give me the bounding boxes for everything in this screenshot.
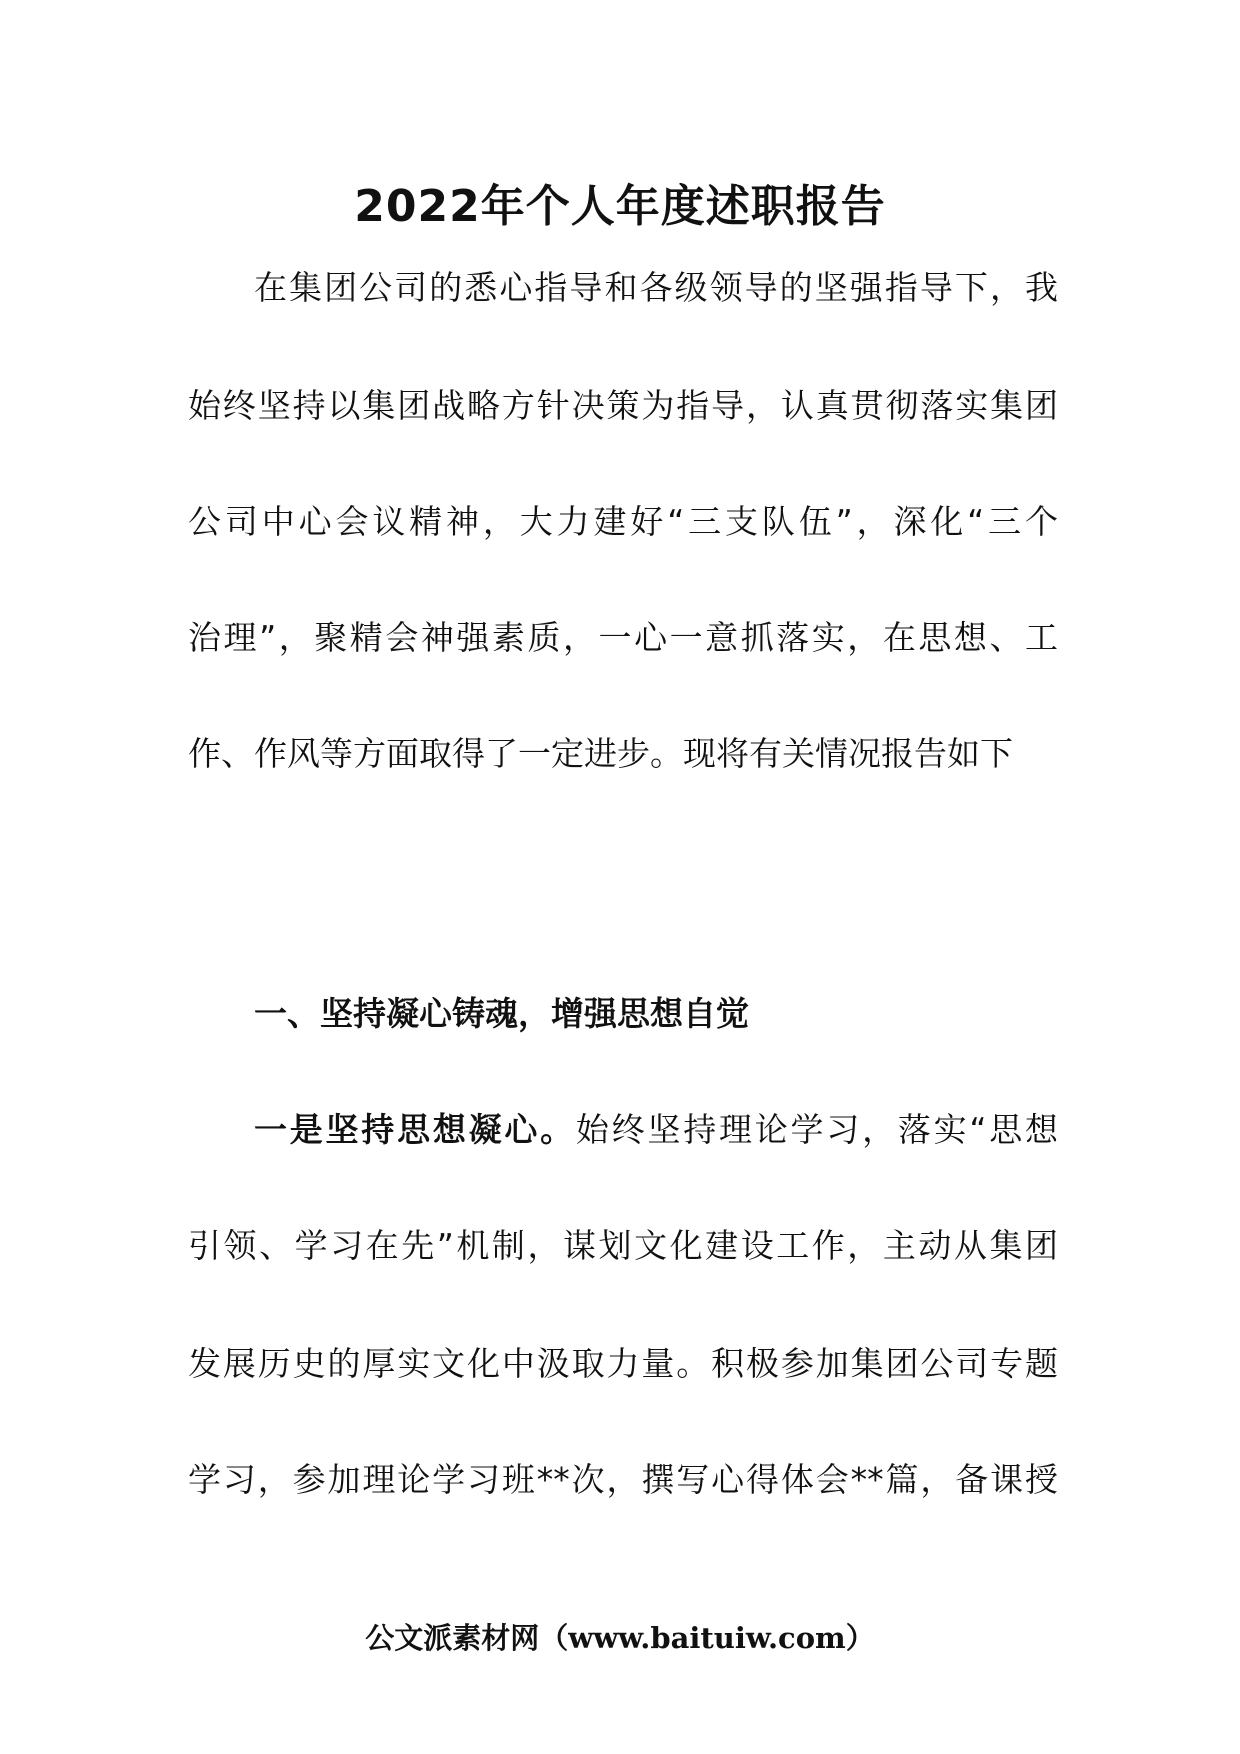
footer-watermark: 公文派素材网（www.baituiw.com） <box>365 1621 875 1655</box>
intro-line-4: 治理”，聚精会神强素质，一心一意抓落实，在思想、工 <box>188 618 1058 657</box>
intro-line-5: 作、作风等方面取得了一定进步。现将有关情况报告如下 <box>188 734 1013 773</box>
section-1-line-1 <box>254 1104 1058 1151</box>
section-1-line-4: 学习，参加理论学习班**次，撰写心得体会**篇，备课授 <box>188 1460 1058 1499</box>
intro-line-3: 公司中心会议精神，大力建好“三支队伍”，深化“三个 <box>188 502 1058 541</box>
document-title: 2022年个人年度述职报告 <box>354 181 886 232</box>
section-heading-1: 一、坚持凝心铸魂，增强思想自觉 <box>254 994 749 1033</box>
section-1-line-1-rest: 始终坚持理论学习，落实“思想 <box>575 1110 1058 1149</box>
section-1-line-3: 发展历史的厚实文化中汲取力量。积极参加集团公司专题 <box>188 1344 1058 1383</box>
intro-line-2: 始终坚持以集团战略方针决策为指导，认真贯彻落实集团 <box>188 386 1058 425</box>
section-1-lead-bold: 一是坚持思想凝心。 <box>254 1110 576 1149</box>
intro-line-1: 在集团公司的悉心指导和各级领导的坚强指导下，我 <box>254 268 1058 307</box>
section-1-line-2: 引领、学习在先”机制，谋划文化建设工作，主动从集团 <box>188 1226 1058 1265</box>
